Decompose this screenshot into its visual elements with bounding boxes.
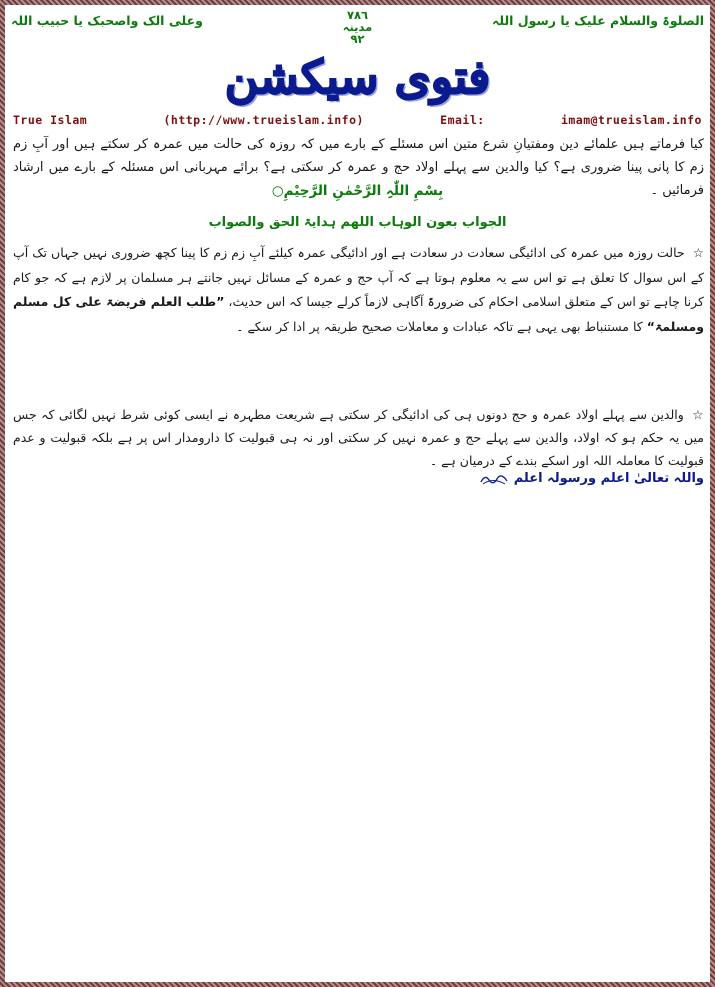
contact-line — [13, 113, 702, 127]
number-madina: مدینہ — [342, 20, 373, 34]
question-text: کیا فرماتے ہیں علمائے دین ومفتیانِ شرع متین اس مسئلے کے بارے میں کہ روزہ کی حالت میں عمرہ کر سکتے ہیں اور آبِ زم زم کا پانی پینا ضروری ہے؟ کیا والدین سے پہلے اولاد حج و عمرہ کر سکتی ہے؟ برائے مہربانی اس مسئلہ کے بارے میں ارشاد فرمائیں ۔ — [13, 137, 704, 198]
answer-paragraph-2-text: والدین سے پہلے اولاد عمرہ و حج دونوں ہی کی ادائیگی کر سکتی ہے شریعت مطہرہ نے ایسی کوئی شرط نہیں لگائی کہ جس میں یہ حکم ہو کہ اولاد، والدین سے پہلے حج و عمرہ نہیں کر سکتی اور نہ ہی قبولیت کا دارومدار اس پر ہے بلکہ قبولیت و عدم قبولیت کا معاملہ اللہ اور اسکے بندے کے درمیان ہے ۔ — [13, 407, 704, 468]
email-label: Email: — [440, 113, 485, 127]
answer-paragraph-1-part-1: حالت روزہ میں عمرہ کی ادائیگی سعادت در سعادت ہے اور ادائیگی عمرہ کیلئے آبِ زم زم کا پینا کچھ ضروری نہیں جہاں تک آپ کے اس سوال کا تعلق ہے تو اس سے یہ معلوم ہوتا ہے کہ آپ حج و عمرہ کے مسائل نہیں جانتے ہر مسلمان پر لازم ہے کہ جو کام کرنا چاہے تو اس کے متعلق اسلامی احکام کی ضرورۃً آگاہی لازماً کرلے جیسا کہ اس حدیث، — [13, 245, 704, 309]
salutation-right: الصلوۃ والسلام علیک یا رسول اللہ — [492, 13, 704, 28]
salutation-left: وعلی الک واصحبک یا حبیب اللہ — [11, 13, 203, 28]
answer-paragraph-1 — [13, 241, 704, 339]
closing-text: واللہ تعالیٰ اعلم ورسولہ اعلم — [513, 471, 704, 486]
answer-paragraph-1-part-2: کا مستنباط بھی یہی ہے تاکہ عبادات و معاملات صحیح طریقہ پر ادا کر سکے ۔ — [236, 318, 643, 334]
hadith-quote: ”طلب العلم فریضۃ علی کل مسلم ومسلمۃ“ — [13, 294, 704, 334]
number-92: ٩٢ — [350, 32, 365, 46]
star-icon: ☆ — [692, 245, 704, 260]
answer-heading: الجواب بعون الوہاب اللھم ہدایۃ الحق والصواب — [208, 215, 507, 230]
header-bar — [5, 8, 710, 46]
page-title: فتوی سیکشن — [224, 50, 491, 104]
bismillah: بِسْمِ اللّٰہِ الرَّحْمٰنِ الرَّحِیْمِ○ — [271, 183, 444, 199]
site-name: True Islam — [13, 113, 88, 127]
site-url[interactable]: (http://www.trueislam.info) — [163, 113, 364, 127]
number-786: ٧٨٦ — [346, 8, 369, 22]
closing-line — [475, 471, 704, 486]
fatwa-sheet — [5, 5, 710, 982]
star-icon: ☆ — [692, 407, 704, 422]
email-address[interactable]: imam@trueislam.info — [560, 113, 702, 127]
seal-icon — [479, 472, 509, 486]
answer-paragraph-2 — [13, 403, 704, 472]
